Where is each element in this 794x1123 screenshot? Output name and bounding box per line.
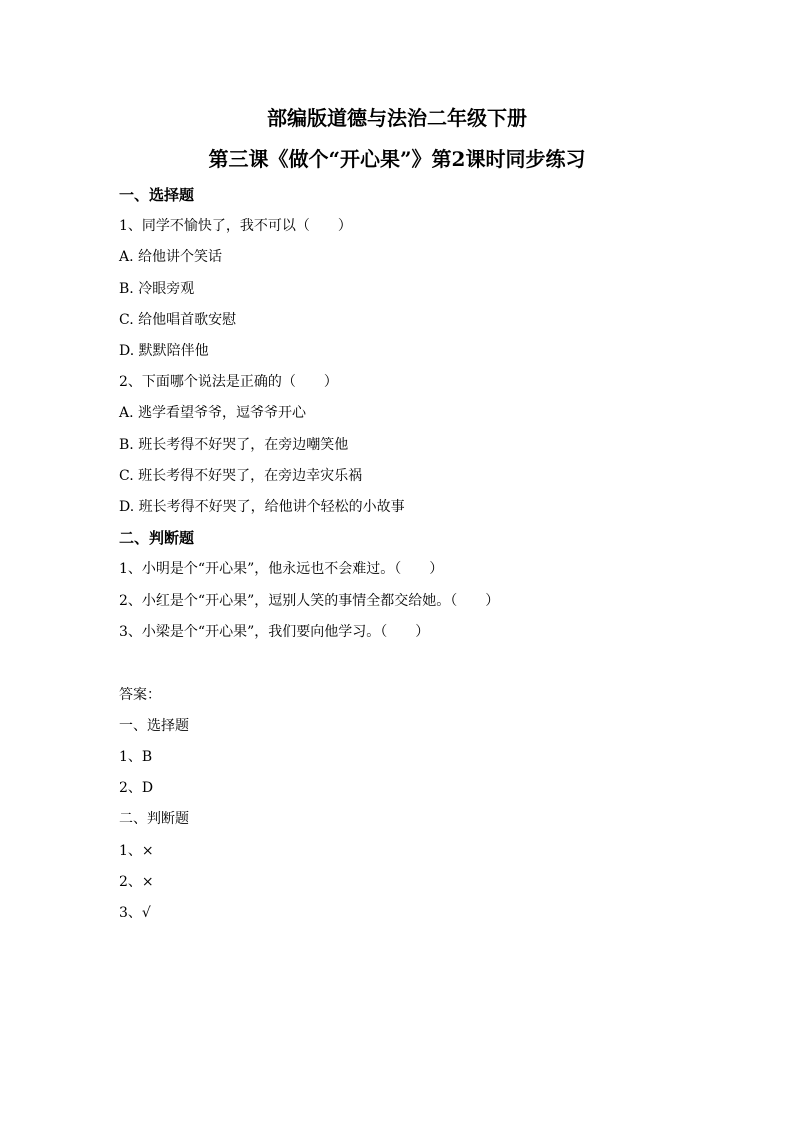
answers-judge-heading: 二、判断题 — [119, 811, 189, 827]
doc-subtitle: 第三课《做个“开心果”》第2课时同步练习 — [208, 147, 586, 171]
question-option: B. 班长考得不好哭了，在旁边嘲笑他 — [119, 437, 349, 453]
question-option: D. 默默陪伴他 — [119, 343, 209, 359]
answer-item: 2、× — [119, 874, 154, 890]
question-stem: 1、同学不愉快了，我不可以（ ） — [119, 218, 352, 234]
question-option: A. 给他讲个笑话 — [119, 249, 223, 265]
judge-question: 2、小红是个“开心果”，逗别人笑的事情全都交给她。（ ） — [119, 593, 500, 609]
judge-question: 1、小明是个“开心果”，他永远也不会难过。（ ） — [119, 561, 444, 577]
answers-choice-heading: 一、选择题 — [119, 718, 189, 734]
question-option: C. 班长考得不好哭了，在旁边幸灾乐祸 — [119, 468, 363, 484]
section-heading-judge: 二、判断题 — [119, 529, 195, 547]
question-option: A. 逃学看望爷爷，逗爷爷开心 — [119, 405, 307, 421]
question-option: D. 班长考得不好哭了，给他讲个轻松的小故事 — [119, 499, 405, 515]
section-heading-choice: 一、选择题 — [119, 186, 195, 204]
question-stem: 2、下面哪个说法是正确的（ ） — [119, 374, 338, 390]
answer-item: 3、√ — [119, 905, 151, 921]
answer-item: 2、D — [119, 780, 154, 796]
doc-title: 部编版道德与法治二年级下册 — [267, 106, 527, 130]
question-option: B. 冷眼旁观 — [119, 281, 195, 297]
answers-label: 答案： — [119, 687, 161, 703]
answer-item: 1、× — [119, 843, 154, 859]
question-option: C. 给他唱首歌安慰 — [119, 312, 237, 328]
judge-question: 3、小梁是个“开心果”，我们要向他学习。（ ） — [119, 624, 430, 640]
answer-item: 1、B — [119, 749, 153, 765]
